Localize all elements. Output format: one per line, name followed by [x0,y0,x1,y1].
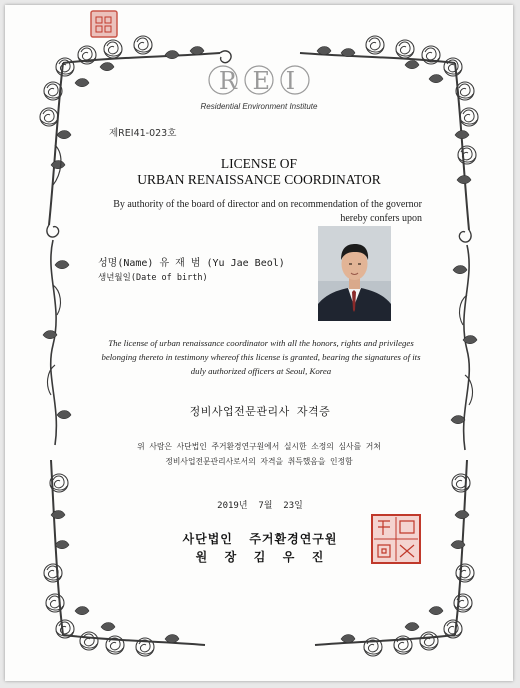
certificate-number: 제REI41-023호 [109,128,177,139]
korean-body-line2: 정비사업전문관리사로서의 자격을 취득했음을 인정함 [165,457,353,466]
license-english-body: The license of urban renaissance coordinator with all the honors, rights and privileges belonging thereto in testimony whereof this license is granted, bearing the signatures of its duly authorized officers at Seoul, Korea [101,338,421,376]
authority-statement: By authority of the board of director and on recommendation of the governor hereby confers upon [113,199,422,224]
korean-body-line1: 위 사람은 사단법인 주거환경연구원에서 실시한 소정의 심사를 거쳐 [137,442,381,451]
license-korean-title: 정비사업전문관리사 자격증 [189,405,331,418]
issue-date: 2019년 7월 23일 [217,501,303,511]
certificate-sheet [5,5,513,681]
rei-logo-mark: R E I [218,67,300,95]
official-seal-icon-top [91,11,117,37]
license-korean-body [89,439,429,469]
license-title-line2: URBAN RENAISSANCE COORDINATOR [137,172,381,187]
holder-birth-date: 생년월일(Date of birth) [98,273,208,283]
license-title-line1: LICENSE OF [220,156,298,171]
side-ornament-left [43,240,71,445]
side-ornament-right [451,245,477,450]
issuer-director: 원 장 김 우 진 [195,550,325,564]
holder-photo [318,226,391,321]
issuer-organization: 사단법인 주거환경연구원 [182,532,338,546]
holder-name: 성명(Name) 유 재 범 (Yu Jae Beol) [98,258,285,269]
institute-name: Residential Environment Institute [200,102,318,111]
